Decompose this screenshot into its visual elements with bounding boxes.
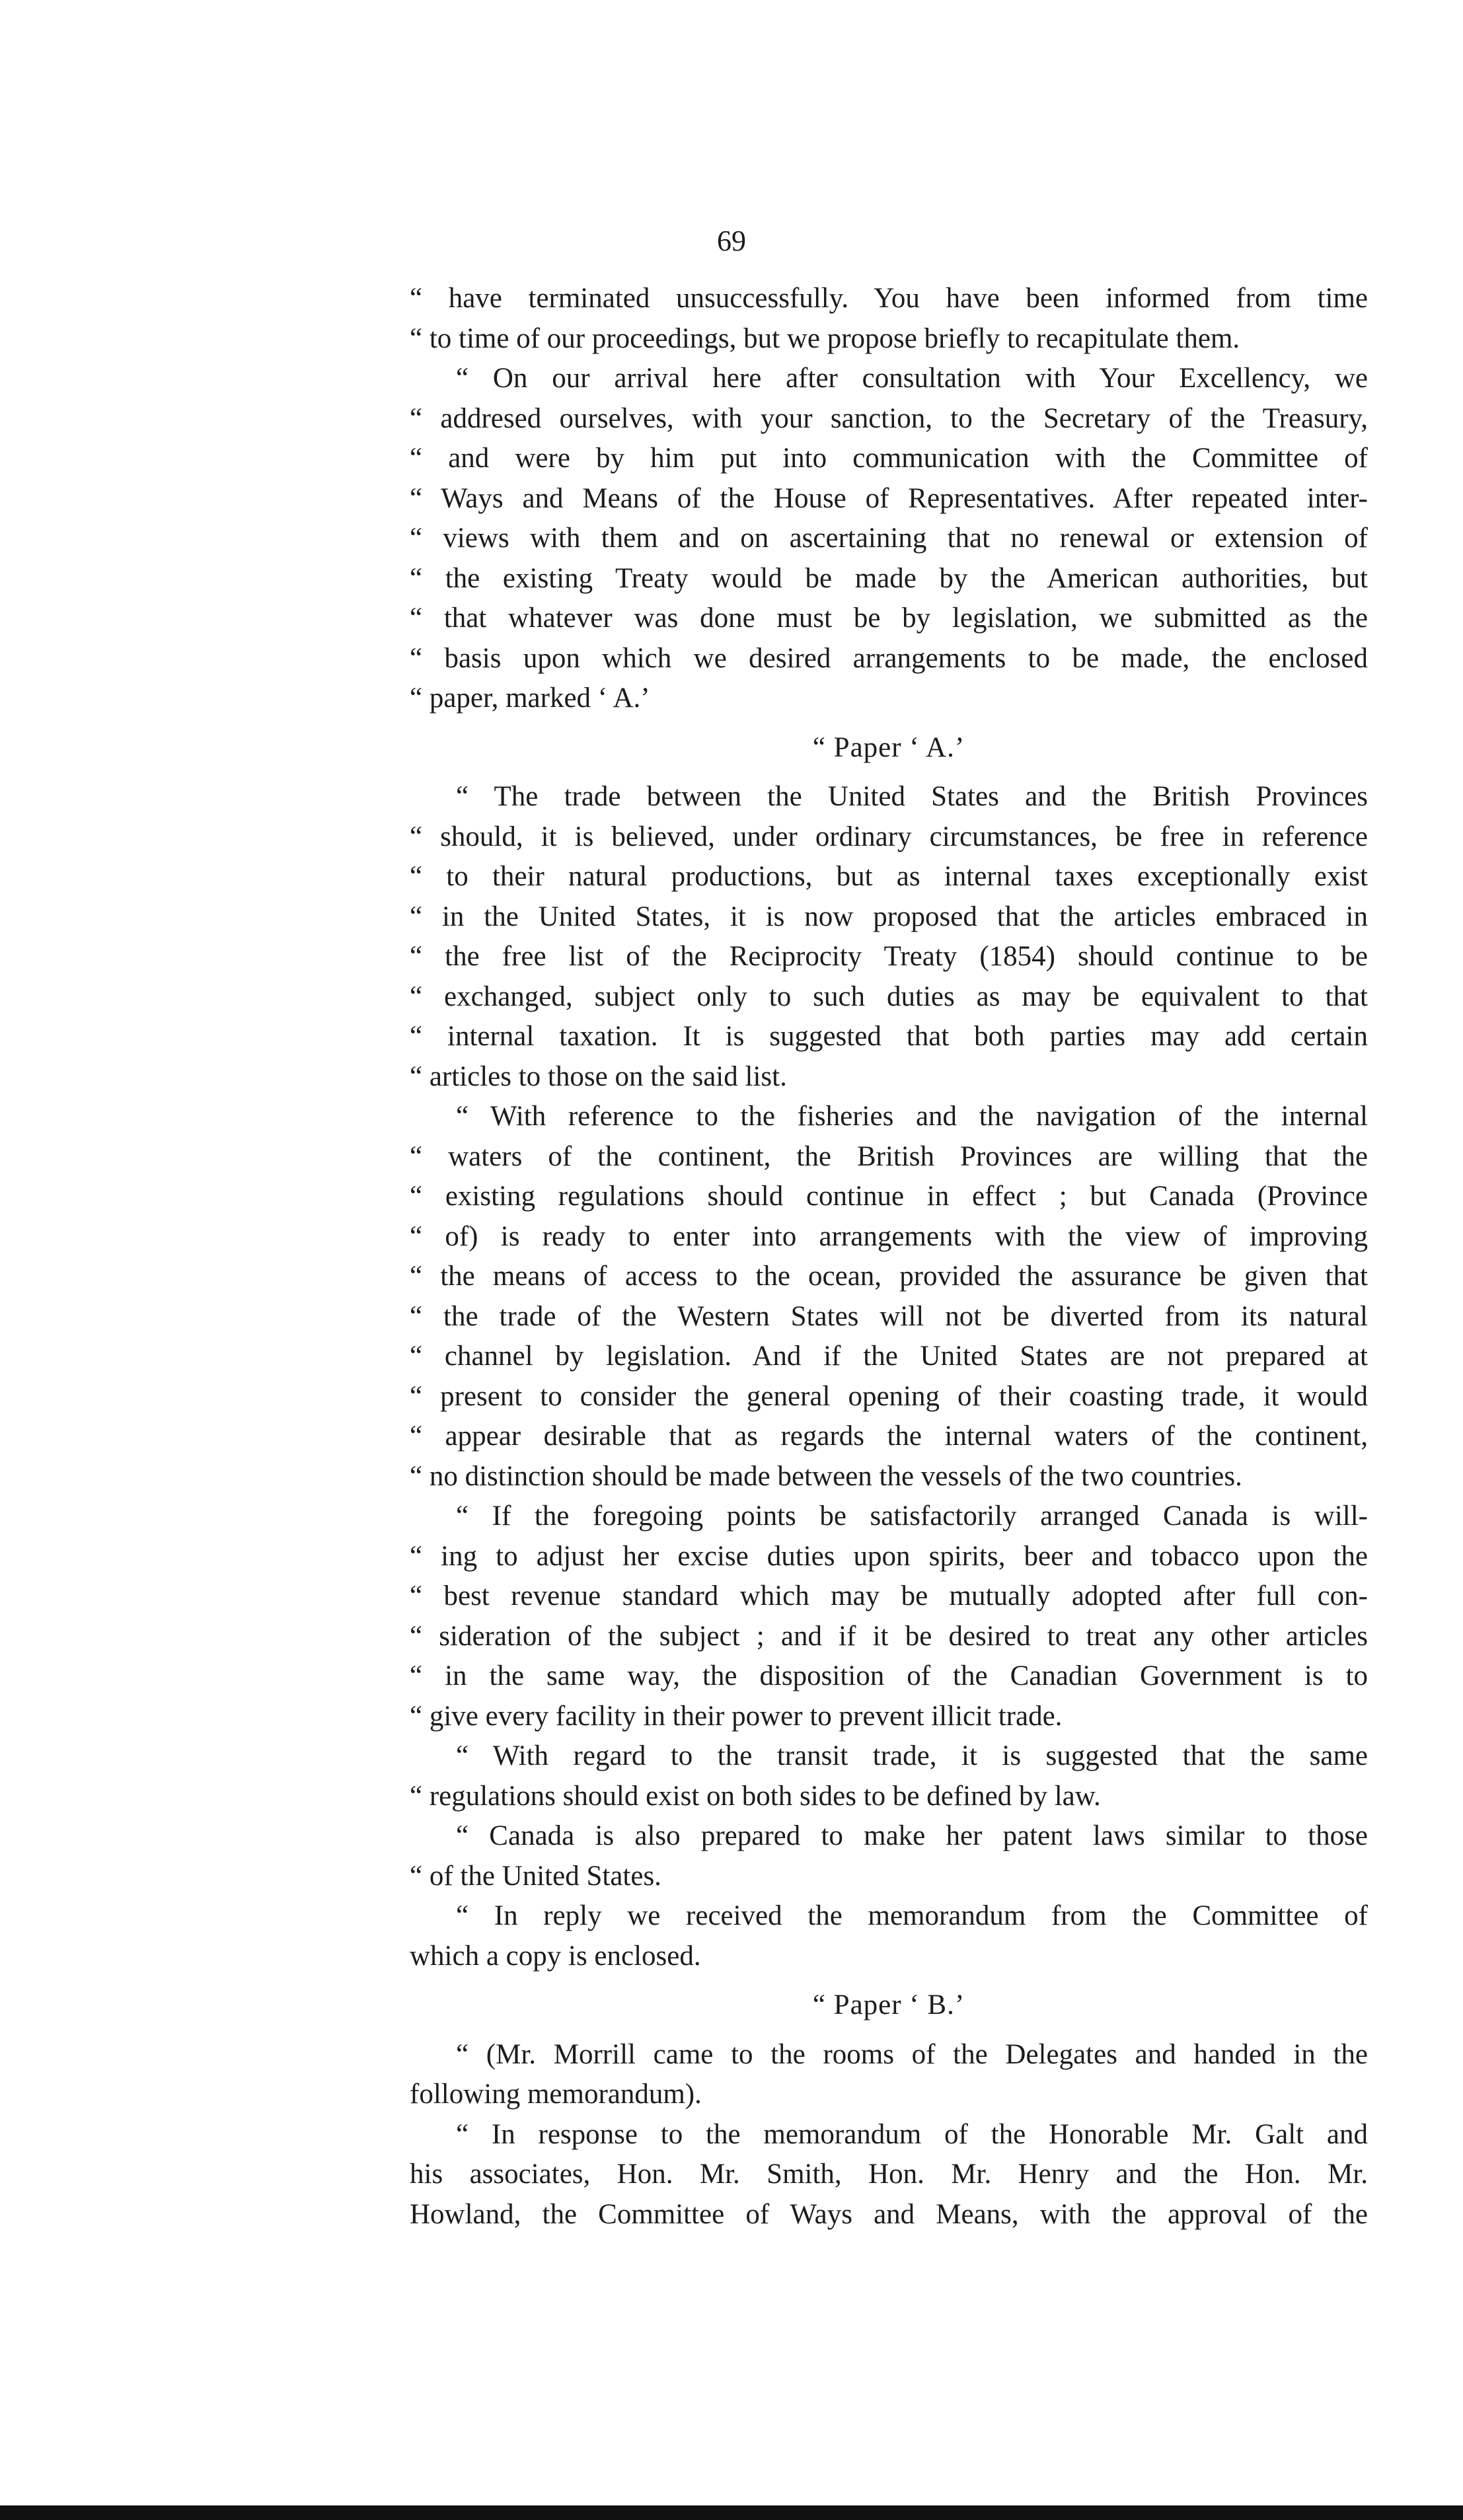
- text-line: following memorandum).: [410, 2079, 702, 2110]
- text-line: “ of the United States.: [410, 1860, 661, 1892]
- text-line: “ channel by legislation. And if the United States are not prepared at: [410, 1341, 1368, 1372]
- document-body: [410, 279, 1368, 2235]
- section-heading: “ Paper ‘ B.’: [812, 1989, 965, 2020]
- text-line: “ (Mr. Morrill came to the rooms of the Delegates and handed in the: [456, 2038, 1368, 2070]
- text-line: “ give every facility in their power to prevent illicit trade.: [410, 1700, 1063, 1732]
- text-line: “ the means of access to the ocean, provided the assurance be given that: [410, 1261, 1368, 1292]
- text-line: “ In response to the memorandum of the Honorable Mr. Galt and: [456, 2118, 1368, 2150]
- text-line: “ have terminated unsuccessfully. You have been informed from time: [410, 283, 1368, 314]
- text-line: “ The trade between the United States and the British Provinces: [456, 781, 1368, 812]
- text-line: “ no distinction should be made between the vessels of the two countries.: [410, 1460, 1242, 1492]
- text-line: “ to their natural productions, but as internal taxes exceptionally exist: [410, 861, 1368, 892]
- text-line: “ that whatever was done must be by legislation, we submitted as the: [410, 603, 1368, 634]
- text-line: “ of) is ready to enter into arrangements with the view of improving: [410, 1220, 1368, 1252]
- text-line: “ articles to those on the said list.: [410, 1060, 787, 1092]
- text-line: which a copy is enclosed.: [410, 1940, 701, 1972]
- text-line: “ to time of our proceedings, but we propose briefly to recapitulate them.: [410, 322, 1240, 354]
- text-line: Howland, the Committee of Ways and Means, with the approval of the: [410, 2198, 1368, 2230]
- text-line: “ Canada is also prepared to make her patent laws similar to those: [456, 1820, 1368, 1851]
- text-line: “ present to consider the general opening of their coasting trade, it would: [410, 1380, 1368, 1412]
- page-number: 69: [717, 225, 746, 257]
- section-heading: “ Paper ‘ A.’: [812, 731, 965, 763]
- text-line: “ In reply we received the memorandum from the Committee of: [456, 1900, 1368, 1931]
- text-line: “ in the same way, the disposition of the Canadian Government is to: [410, 1660, 1368, 1691]
- text-line: “ internal taxation. It is suggested that both parties may add certain: [410, 1021, 1368, 1052]
- text-line: “ views with them and on ascertaining that no renewal or extension of: [410, 523, 1368, 554]
- text-line: his associates, Hon. Mr. Smith, Hon. Mr. Henry and the Hon. Mr.: [410, 2159, 1368, 2190]
- scan-bottom-border: [0, 2505, 1463, 2520]
- text-line: “ exchanged, subject only to such duties as may be equivalent to that: [410, 981, 1368, 1012]
- text-line: “ ing to adjust her excise duties upon spirits, beer and tobacco upon the: [410, 1540, 1368, 1572]
- text-line: “ the existing Treaty would be made by the American authorities, but: [410, 562, 1368, 594]
- text-line: “ paper, marked ‘ A.’: [410, 683, 650, 714]
- text-line: “ If the foregoing points be satisfactorily arranged Canada is will-: [456, 1501, 1368, 1532]
- text-line: “ the free list of the Reciprocity Treaty (1854) should continue to be: [410, 941, 1368, 972]
- text-line: “ With reference to the fisheries and the navigation of the internal: [456, 1101, 1368, 1132]
- text-line: “ On our arrival here after consultation with Your Excellency, we: [456, 363, 1368, 394]
- text-line: “ regulations should exist on both sides to be defined by law.: [410, 1780, 1101, 1812]
- text-line: “ basis upon which we desired arrangements to be made, the enclosed: [410, 642, 1368, 674]
- text-line: “ and were by him put into communication with the Committee of: [410, 443, 1368, 474]
- text-line: “ existing regulations should continue in effect ; but Canada (Province: [410, 1181, 1368, 1212]
- text-line: “ appear desirable that as regards the internal waters of the continent,: [410, 1421, 1368, 1452]
- text-line: “ waters of the continent, the British Provinces are willing that the: [410, 1140, 1368, 1172]
- text-line: “ addresed ourselves, with your sanction, to the Secretary of the Treasury,: [410, 402, 1368, 434]
- text-line: “ Ways and Means of the House of Representatives. After repeated inter-: [410, 482, 1368, 514]
- text-line: “ in the United States, it is now proposed that the articles embraced in: [410, 901, 1368, 932]
- text-line: “ the trade of the Western States will not be diverted from its natural: [410, 1300, 1368, 1332]
- text-line: “ sideration of the subject ; and if it be desired to treat any other articles: [410, 1620, 1368, 1652]
- text-line: “ With regard to the transit trade, it is suggested that the same: [456, 1740, 1368, 1771]
- text-line: “ best revenue standard which may be mutually adopted after full con-: [410, 1580, 1368, 1612]
- text-line: “ should, it is believed, under ordinary circumstances, be free in reference: [410, 821, 1368, 852]
